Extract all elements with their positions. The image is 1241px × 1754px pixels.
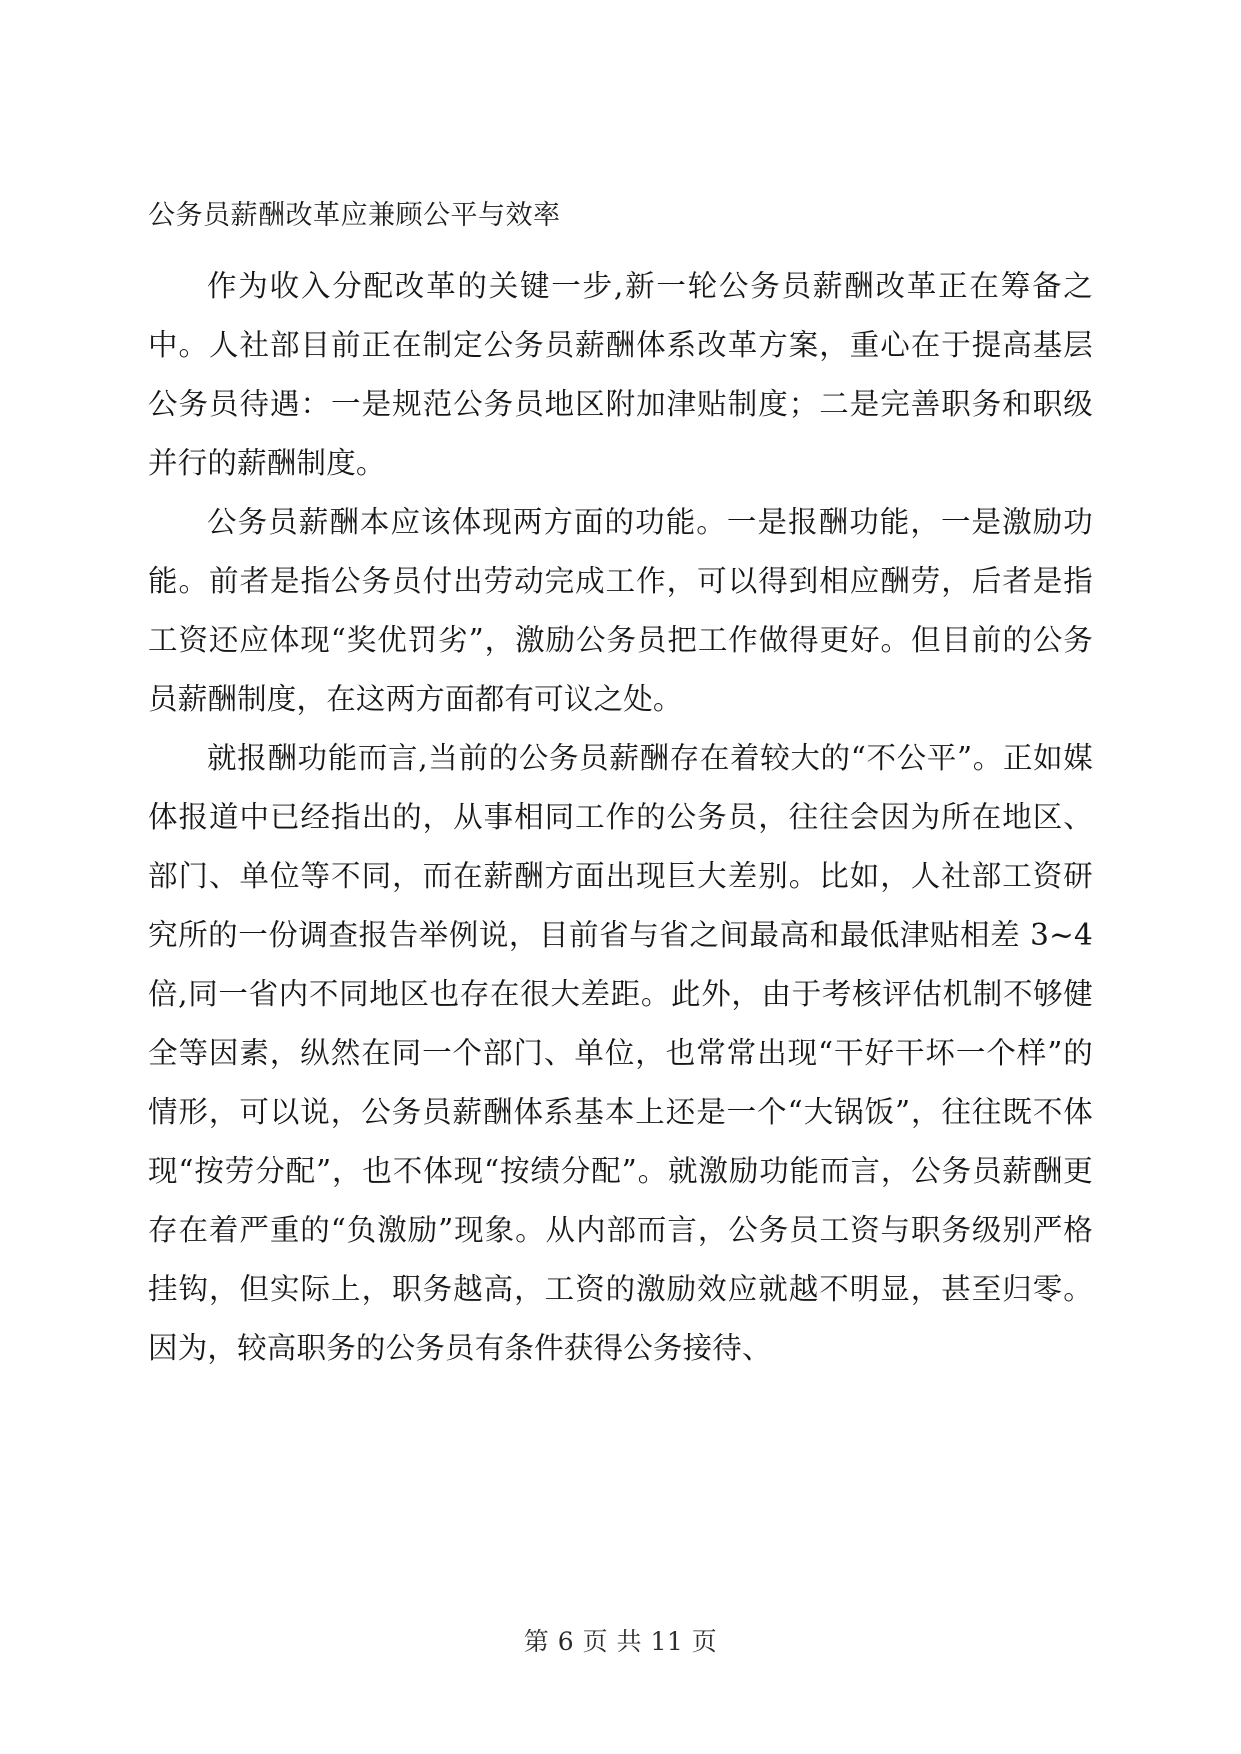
- page-number-footer: 第 6 页 共 11 页: [523, 1627, 718, 1656]
- page-title: 公务员薪酬改革应兼顾公平与效率: [148, 200, 561, 231]
- paragraph-2: 公务员薪酬本应该体现两方面的功能。一是报酬功能，一是激励功能。前者是指公务员付出劳动完成工作，可以得到相应酬劳，后者是指工资还应体现“奖优罚劣”，激励公务员把工作做得更好。但目前的公务员薪酬制度，在这两方面都有可议之处。: [148, 505, 1093, 717]
- paragraph-3: 就报酬功能而言,当前的公务员薪酬存在着较大的“不公平”。正如媒体报道中已经指出的，从事相同工作的公务员，往往会因为所在地区、部门、单位等不同，而在薪酬方面出现巨大差别。比如，人社部工资研究所的一份调查报告举例说，目前省与省之间最高和最低津贴相差 3~4 倍,同一省内不同地区也存在很大差距。此外，由于考核评估机制不够健全等因素，纵然在同一个部门、单位，也常常出现“干好干坏一个样”的情形，可以说，公务员薪酬体系基本上还是一个“大锅饭”，往往既不体现“按劳分配”，也不体现“按绩分配”。就激励功能而言，公务员薪酬更存在着严重的“负激励”现象。从内部而言，公务员工资与职务级别严格挂钩，但实际上，职务越高，工资的激励效应就越不明显，甚至归零。因为，较高职务的公务员有条件获得公务接待、: [148, 741, 1093, 1366]
- paragraph-1: 作为收入分配改革的关键一步,新一轮公务员薪酬改革正在筹备之中。人社部目前正在制定公务员薪酬体系改革方案，重心在于提高基层公务员待遇：一是规范公务员地区附加津贴制度；二是完善职务和职级并行的薪酬制度。: [148, 269, 1093, 481]
